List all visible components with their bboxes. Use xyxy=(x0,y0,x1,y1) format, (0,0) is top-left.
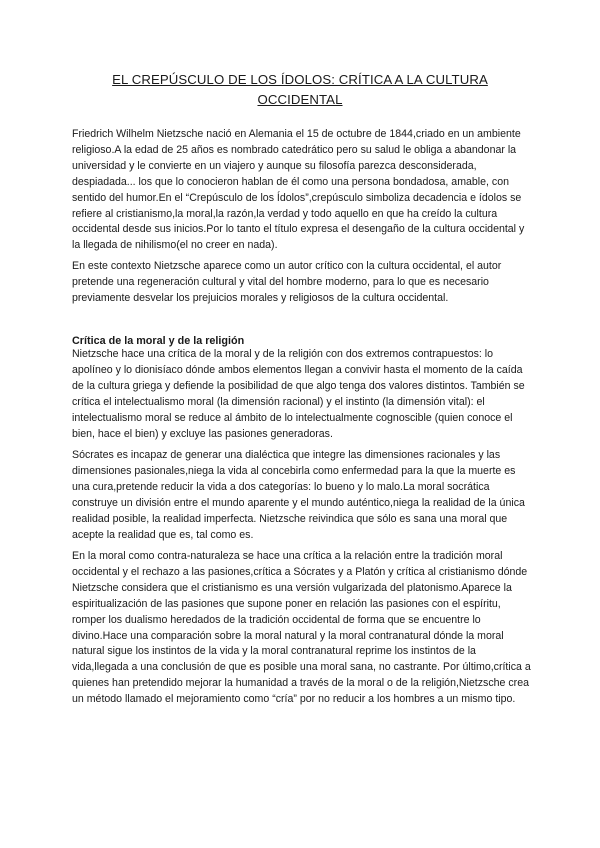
section-paragraph-2: Sócrates es incapaz de generar una dialéctica que integre las dimensiones racionales y las dimensiones pasionales,niega la vida al concebirla como enfermedad para la que la muerte es una cura,pretende reducir la vida a dos categorías: lo bueno y lo malo.La moral socrática construye un división entre el mundo aparente y el mundo auténtico,niega la realidad de la única realidad posible, la realidad imperfecta. Nietzsche reivindica que sólo es sana una moral que acepte la realidad que es, tal como es. xyxy=(72,449,525,541)
page-title: EL CREPÚSCULO DE LOS ÍDOLOS: CRÍTICA A LA CULTURA OCCIDENTAL xyxy=(112,72,488,107)
section-paragraph-1: Nietzsche hace una crítica de la moral y de la religión con dos extremos contrapuestos: lo apolíneo y lo dionisíaco dónde ambos elementos llegan a convivir hasta el momento de la caída de la cultura griega y defiende la posibilidad de que algo tenga dos valores distintos. También se crítica el intelectualismo moral (la dimensión racional) y el instinto (la dimensión vital): el intelectualismo moral se reduce al ámbito de lo intelectualmente cognoscible (quien conoce el bien, hace el bien) y excluye las pasiones generadoras. xyxy=(72,348,525,440)
intro-paragraph: Friedrich Wilhelm Nietzsche nació en Alemania el 15 de octubre de 1844,criado en un ambiente religioso.A la edad de 25 años es nombrado catedrático pero su salud le obliga a abandonar la universidad y le convierte en un viajero y aunque su filosofía parezca desconsiderada, despiadada... los que lo conocieron hablan de él como una persona bondadosa, amable, con sentido del humor.En el “Crepúsculo de los Ídolos”,crepúsculo simboliza decadencia e ídolos se refiere al cristianismo,la moral,la razón,la verdad y todo aquello en que ha creído la cultura occidental desde sus inicios.Por lo tanto el título expresa el desengaño de la cultura occidental y la llegada de nihilismo(el no creer en nada). xyxy=(72,128,525,252)
context-paragraph: En este contexto Nietzsche aparece como un autor crítico con la cultura occidental, el autor pretende una regeneración cultural y vital del hombre moderno, para lo que es necesario previamente desvelar los prejuicios morales y religiosos de la cultura occidental. xyxy=(72,260,502,304)
section-paragraph-3: En la moral como contra-naturaleza se hace una crítica a la relación entre la tradición moral occidental y el rechazo a las pasiones,crítica a Sócrates y a Platón y crítica al cristianismo dónde Nietzsche considera que el cristianismo es una versión vulgarizada del platonismo.Aparece la espiritualización de las pasiones que supone poner en relación las pasiones con el espíritu, romper los dualismo heredados de la tradición occidental de forma que se encuentre lo divino.Hace una comparación sobre la moral natural y la moral contranatural dónde la moral natural sigue los instintos de la vida y la moral contranatural reprime los instintos de la vida,llegada a una conclusión de que es posible una moral sana, no castrante. Por último,crítica a quienes han pretendido mejorar la humanidad a través de la moral o de la religión,Nietzsche crea un método llamado el mejoramiento como “cría” por no reducir a los hombres a un mismo tipo. xyxy=(72,550,531,706)
section-heading: Crítica de la moral y de la religión xyxy=(72,335,245,347)
